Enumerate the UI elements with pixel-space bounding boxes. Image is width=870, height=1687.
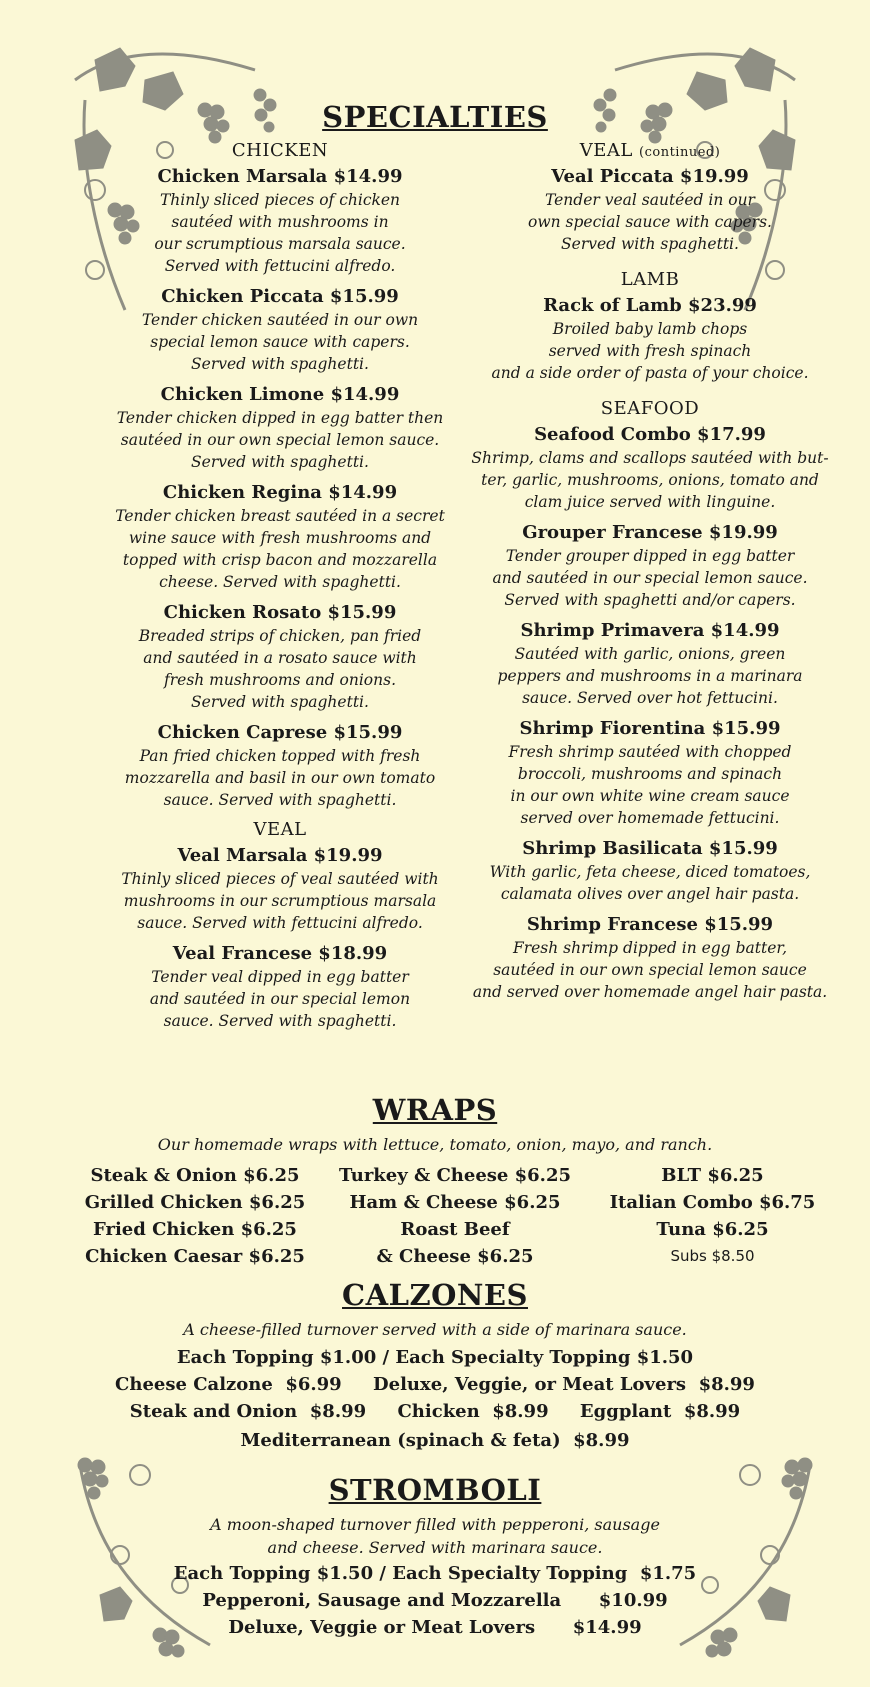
menu-item <box>455 913 845 1003</box>
menu-item-description: sauce. Served with spaghetti. <box>163 791 397 809</box>
menu-item-description: served with fresh spinach <box>548 342 752 360</box>
menu-item-description: own special sauce with capers. <box>528 213 772 231</box>
menu-item-name: Shrimp Primavera $14.99 <box>520 620 780 641</box>
wrap-item: Steak & Onion $6.25 <box>90 1165 300 1186</box>
wraps-column-2 <box>325 1162 585 1270</box>
menu-item-description: sauce. Served over hot fettucini. <box>522 689 778 707</box>
menu-item <box>100 481 460 593</box>
menu-item <box>455 837 845 905</box>
chicken-heading: CHICKEN <box>231 140 329 161</box>
menu-item-description: Tender grouper dipped in egg batter <box>505 547 795 565</box>
menu-item-description: mozzarella and basil in our own tomato <box>124 769 436 787</box>
wrap-item: Grilled Chicken $6.25 <box>84 1192 306 1213</box>
menu-item-description: mushrooms in our scrumptious marsala <box>123 892 437 910</box>
menu-item-description: Fresh shrimp dipped in egg batter, <box>512 939 788 957</box>
wraps-column-3 <box>590 1162 835 1270</box>
menu-item-description: Tender chicken dipped in egg batter then <box>116 409 444 427</box>
menu-item-description: Breaded strips of chicken, pan fried <box>138 627 422 645</box>
wrap-item: Roast Beef <box>400 1219 510 1240</box>
menu-item-description: topped with crisp bacon and mozzarella <box>122 551 438 569</box>
menu-item-description: Tender chicken breast sautéed in a secret <box>115 507 445 525</box>
stromboli-subtitle-1: A moon-shaped turnover filled with pepperoni, sausage <box>210 1515 660 1534</box>
wrap-item: BLT $6.25 <box>661 1165 764 1186</box>
wrap-item: Turkey & Cheese $6.25 <box>338 1165 571 1186</box>
menu-item-description: clam juice served with linguine. <box>524 493 776 511</box>
wraps-column-1 <box>70 1162 320 1270</box>
menu-item-description: sauce. Served with spaghetti. <box>163 1012 397 1030</box>
veal-items <box>100 844 460 1032</box>
menu-item-name: Seafood Combo $17.99 <box>534 424 766 445</box>
wrap-item: Ham & Cheese $6.25 <box>349 1192 561 1213</box>
calzones-title: CALZONES <box>342 1278 528 1312</box>
continued-note: (continued) <box>639 145 721 160</box>
menu-item-description: in our own white wine cream sauce <box>510 787 790 805</box>
wrap-item: Chicken Caesar $6.25 <box>85 1246 305 1267</box>
menu-item-name: Veal Piccata $19.99 <box>551 166 749 187</box>
calzone-line: Steak and Onion $8.99 Chicken $8.99 Eggplant $8.99 <box>129 1401 741 1422</box>
menu-item-description: Shrimp, clams and scallops sautéed with but- <box>471 449 829 467</box>
menu-item-description: sautéed in our own special lemon sauce <box>493 961 807 979</box>
menu-item-description: broccoli, mushrooms and spinach <box>517 765 783 783</box>
menu-item-description: fresh mushrooms and onions. <box>164 671 396 689</box>
stromboli-line: Pepperoni, Sausage and Mozzarella $10.99 <box>202 1590 668 1611</box>
menu-item-name: Veal Francese $18.99 <box>172 943 388 964</box>
seafood-heading: SEAFOOD <box>600 398 700 419</box>
calzone-line: Mediterranean (spinach & feta) $8.99 <box>240 1430 630 1451</box>
menu-item-description: our scrumptious marsala sauce. <box>154 235 406 253</box>
menu-item-description: and a side order of pasta of your choice. <box>491 364 809 382</box>
menu-item <box>100 721 460 811</box>
menu-item-name: Chicken Piccata $15.99 <box>161 286 399 307</box>
menu-item-description: served over homemade fettucini. <box>520 809 780 827</box>
stromboli-subtitle-2: and cheese. Served with marinara sauce. <box>267 1538 603 1557</box>
menu-item-description: Sautéed with garlic, onions, green <box>514 645 786 663</box>
stromboli-title: STROMBOLI <box>328 1473 542 1507</box>
menu-item <box>100 844 460 934</box>
veal-continued-heading-text: VEAL <box>579 140 633 161</box>
menu-item-description: Tender veal sautéed in our <box>545 191 755 209</box>
wraps-subtitle: Our homemade wraps with lettuce, tomato, onion, mayo, and ranch. <box>157 1135 713 1154</box>
veal-continued-heading <box>455 140 845 161</box>
calzone-line: Cheese Calzone $6.99 Deluxe, Veggie, or Meat Lovers $8.99 <box>115 1374 755 1395</box>
menu-item <box>455 294 845 384</box>
wrap-item: Tuna $6.25 <box>656 1219 769 1240</box>
menu-item-description: Tender chicken sautéed in our own <box>141 311 419 329</box>
lamb-items <box>455 294 845 384</box>
menu-item-name: Veal Marsala $19.99 <box>177 845 383 866</box>
menu-item-description: sautéed with mushrooms in <box>171 213 389 231</box>
specialties-title: SPECIALTIES <box>322 100 548 134</box>
menu-item-name: Chicken Limone $14.99 <box>160 384 400 405</box>
specialties-right-column <box>455 140 845 1011</box>
menu-item <box>455 165 845 255</box>
calzone-line: Each Topping $1.00 / Each Specialty Topping $1.50 <box>176 1347 694 1368</box>
veal-continued-items <box>455 165 845 255</box>
menu-item <box>455 717 845 829</box>
menu-item-description: With garlic, feta cheese, diced tomatoes, <box>489 863 811 881</box>
menu-item-description: sauce. Served with fettucini alfredo. <box>137 914 423 932</box>
menu-item <box>100 285 460 375</box>
menu-item-description: peppers and mushrooms in a marinara <box>497 667 803 685</box>
menu-item-description: Thinly sliced pieces of veal sautéed with <box>121 870 439 888</box>
menu-item-description: ter, garlic, mushrooms, onions, tomato and <box>481 471 819 489</box>
menu-item-description: Thinly sliced pieces of chicken <box>159 191 401 209</box>
menu-item-description: Served with spaghetti. <box>561 235 739 253</box>
subs-price: Subs $8.50 <box>670 1247 755 1265</box>
wrap-item: Fried Chicken $6.25 <box>93 1219 297 1240</box>
wrap-item: & Cheese $6.25 <box>376 1246 534 1267</box>
menu-item-description: and sautéed in our special lemon sauce. <box>492 569 808 587</box>
veal-heading: VEAL <box>253 819 307 840</box>
menu-item-description: special lemon sauce with capers. <box>150 333 410 351</box>
menu-item-name: Shrimp Francese $15.99 <box>526 914 774 935</box>
menu-item-description: and served over homemade angel hair pasta. <box>472 983 828 1001</box>
menu-item-description: Served with fettucini alfredo. <box>164 257 396 275</box>
menu-item-name: Shrimp Basilicata $15.99 <box>522 838 778 859</box>
menu-item-name: Rack of Lamb $23.99 <box>543 295 757 316</box>
menu-item-description: Served with spaghetti. <box>191 355 369 373</box>
menu-item-description: Pan fried chicken topped with fresh <box>139 747 421 765</box>
menu-item-description: sautéed in our own special lemon sauce. <box>120 431 440 449</box>
menu-item-description: Tender veal dipped in egg batter <box>151 968 409 986</box>
menu-item-name: Chicken Marsala $14.99 <box>157 166 403 187</box>
wraps-title: WRAPS <box>372 1093 498 1127</box>
menu-item-name: Chicken Rosato $15.99 <box>163 602 397 623</box>
menu-item-description: and sautéed in our special lemon <box>149 990 411 1008</box>
menu-item-description: Served with spaghetti and/or capers. <box>504 591 796 609</box>
seafood-items <box>455 423 845 1003</box>
menu-item-description: Fresh shrimp sautéed with chopped <box>508 743 792 761</box>
menu-item-name: Chicken Regina $14.99 <box>162 482 398 503</box>
menu-item-description: cheese. Served with spaghetti. <box>159 573 401 591</box>
menu-item <box>455 521 845 611</box>
menu-item-description: Served with spaghetti. <box>191 693 369 711</box>
menu-item <box>455 423 845 513</box>
menu-item <box>100 383 460 473</box>
menu-item-name: Grouper Francese $19.99 <box>522 522 778 543</box>
menu-item-description: Served with spaghetti. <box>191 453 369 471</box>
menu-item-name: Shrimp Fiorentina $15.99 <box>519 718 781 739</box>
stromboli-line: Each Topping $1.50 / Each Specialty Topping $1.75 <box>173 1563 697 1584</box>
chicken-items <box>100 165 460 811</box>
calzones-subtitle: A cheese-filled turnover served with a side of marinara sauce. <box>183 1320 687 1339</box>
stromboli-line: Deluxe, Veggie or Meat Lovers $14.99 <box>228 1617 642 1638</box>
menu-item-description: calamata olives over angel hair pasta. <box>500 885 800 903</box>
specialties-left-column <box>100 140 460 1040</box>
menu-item-description: Broiled baby lamb chops <box>552 320 748 338</box>
menu-item-description: and sautéed in a rosato sauce with <box>143 649 417 667</box>
wrap-item: Italian Combo $6.75 <box>609 1192 816 1213</box>
menu-item <box>455 619 845 709</box>
menu-item-name: Chicken Caprese $15.99 <box>157 722 403 743</box>
menu-item <box>100 165 460 277</box>
menu-item <box>100 601 460 713</box>
lamb-heading: LAMB <box>620 269 680 290</box>
menu-item <box>100 942 460 1032</box>
menu-item-description: wine sauce with fresh mushrooms and <box>128 529 432 547</box>
